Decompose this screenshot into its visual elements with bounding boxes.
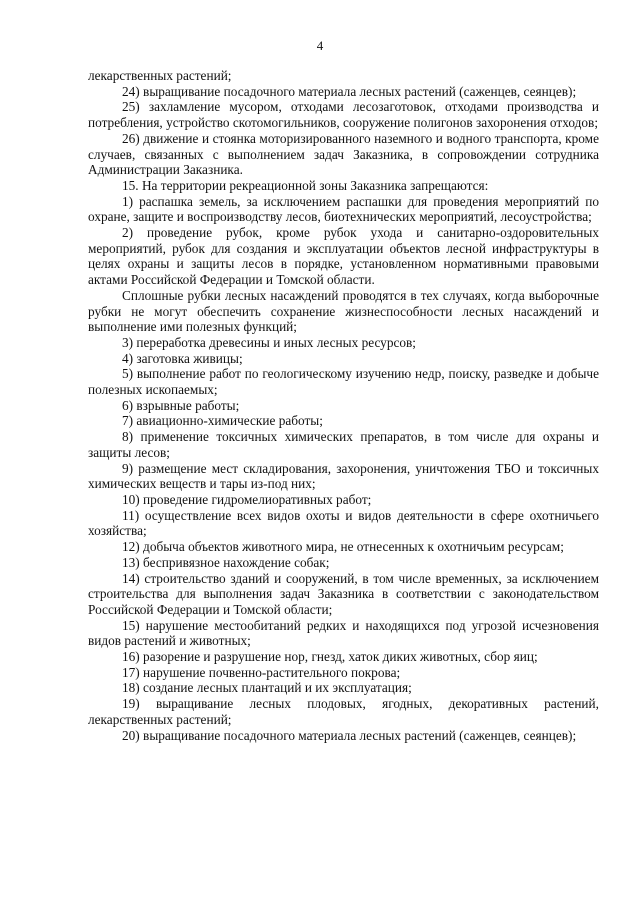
paragraph: 1) распашка земель, за исключением распашки для проведения мероприятий по охране, защите и воспроизводству лесов, биотехнических мероприятий, лесоустройства; (88, 193, 599, 225)
paragraph: 7) авиационно-химические работы; (122, 413, 323, 429)
paragraph: Сплошные рубки лесных насаждений проводятся в тех случаях, когда выборочные рубки не могут обеспечить сохранение жизнеспособности лесных насаждений и выполнение ими полезных функций; (88, 287, 599, 335)
paragraph: 19) выращивание лесных плодовых, ягодных, декоративных растений, лекарственных растений; (88, 696, 599, 727)
paragraph: 24) выращивание посадочного материала лесных растений (саженцев, сеянцев); (122, 83, 577, 99)
paragraph: 4) заготовка живицы; (122, 350, 243, 366)
document-body (88, 68, 599, 743)
section-heading: 15. На территории рекреационной зоны Заказника запрещаются: (122, 177, 489, 193)
paragraph: 18) создание лесных плантаций и их эксплуатация; (122, 680, 412, 696)
paragraph: 16) разорение и разрушение нор, гнезд, хаток диких животных, сбор яиц; (122, 649, 538, 665)
paragraph: 25) захламление мусором, отходами лесозаготовок, отходами производства и потребления, устройство скотомогильников, сооружение полигонов захоронения отходов; (88, 99, 599, 131)
paragraph: 2) проведение рубок, кроме рубок ухода и санитарно-оздоровительных мероприятий, рубок для создания и эксплуатации объектов лесной инфраструктуры в целях охраны и защиты лесов в порядке, установленном нормативными правовыми актами Российской Федерации и Томской области. (88, 225, 599, 288)
paragraph: 6) взрывные работы; (122, 397, 240, 413)
paragraph: 5) выполнение работ по геологическому изучению недр, поиску, разведке и добыче полезных ископаемых; (88, 366, 599, 398)
paragraph: 13) беспривязное нахождение собак; (122, 554, 330, 570)
paragraph: 14) строительство зданий и сооружений, в том числе временных, за исключением строительства для выполнения задач Заказника в соответствии с законодательством Российской Федерации и Томской области; (88, 570, 599, 617)
paragraph: 17) нарушение почвенно-растительного покрова; (122, 664, 401, 680)
paragraph: 10) проведение гидромелиоративных работ; (122, 491, 372, 507)
paragraph: 8) применение токсичных химических препаратов, в том числе для охраны и защиты лесов; (88, 429, 599, 460)
paragraph: 26) движение и стоянка моторизированного наземного и водного транспорта, кроме случаев, связанных с выполнением задач Заказника, в сопровождении сотрудника Администрации Заказника. (88, 130, 599, 178)
paragraph: лекарственных растений; (88, 68, 232, 83)
paragraph: 15) нарушение местообитаний редких и находящихся под угрозой исчезновения видов растений и животных; (88, 617, 599, 649)
paragraph: 20) выращивание посадочного материала лесных растений (саженцев, сеянцев); (122, 727, 577, 743)
paragraph: 12) добыча объектов животного мира, не отнесенных к охотничьим ресурсам; (122, 539, 564, 555)
paragraph: 9) размещение мест складирования, захоронения, уничтожения ТБО и токсичных химических веществ и тары из-под них; (88, 460, 599, 492)
paragraph: 11) осуществление всех видов охоты и видов деятельности в сфере охотничьего хозяйства; (88, 507, 599, 539)
page-number: 4 (316, 38, 324, 53)
paragraph: 3) переработка древесины и иных лесных ресурсов; (122, 334, 416, 350)
